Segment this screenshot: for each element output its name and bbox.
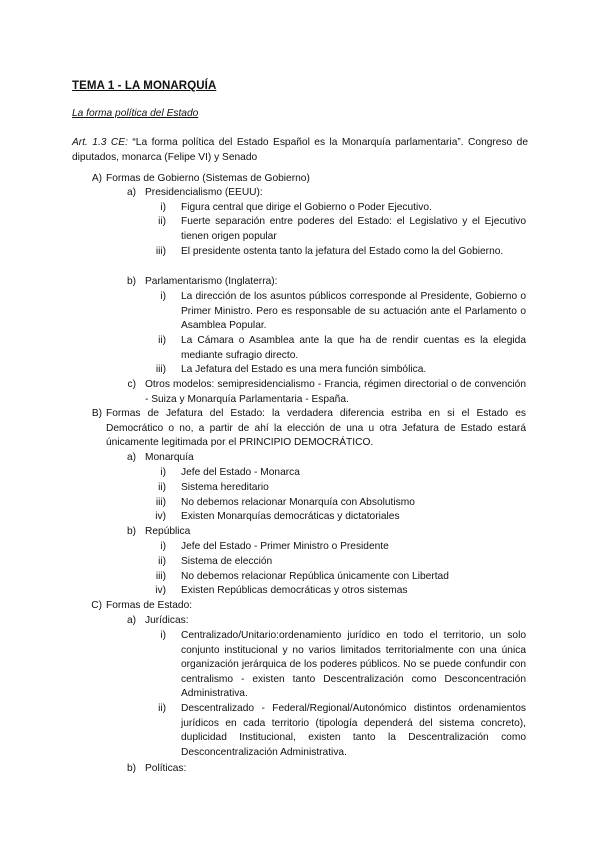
list-marker: a) <box>126 187 136 198</box>
list-marker: iv) <box>155 585 166 596</box>
list-item: Existen Monarquías democráticas y dictatoriales <box>181 511 400 522</box>
list-item: Fuerte separación entre poderes del Estado: el Legislativo y el Ejecutivo tienen origen popular <box>181 216 526 242</box>
list-item: Jefe del Estado - Monarca <box>181 467 300 478</box>
list-item-A-c: Otros modelos: semipresidencialismo - Francia, régimen directorial o de convención - Suiza y Monarquía Parlamentaria - España. <box>145 379 526 405</box>
list-marker: iii) <box>155 497 166 508</box>
list-marker: A) <box>91 173 102 184</box>
list-marker: b) <box>126 526 136 537</box>
list-item-A-a: Presidencialismo (EEUU): <box>145 187 263 198</box>
list-item-B-a: Monarquía <box>145 452 194 463</box>
list-item-B-b: República <box>145 526 191 537</box>
list-marker: iv) <box>155 511 166 522</box>
list-marker: a) <box>126 615 136 626</box>
list-item-A: Formas de Gobierno (Sistemas de Gobierno) <box>106 173 310 184</box>
list-item-C-b: Políticas: <box>145 763 187 774</box>
list-marker: iii) <box>155 364 166 375</box>
list-marker: i) <box>160 541 166 552</box>
list-marker: c) <box>127 379 136 390</box>
list-item-B: Formas de Jefatura del Estado: la verdadera diferencia estriba en si el Estado es Democrático o no, a partir de ahí la elección de una u otra Jefatura de Estado estará únicamente legitimada por el PRINCIPIO DEMOCRÁTICO. <box>106 408 526 449</box>
list-marker: i) <box>160 467 166 478</box>
article-reference: Art. 1.3 CE: <box>72 137 128 148</box>
list-item: Figura central que dirige el Gobierno o Poder Ejecutivo. <box>181 202 432 213</box>
section-subtitle: La forma política del Estado <box>72 108 199 119</box>
list-item-A-b: Parlamentarismo (Inglaterra): <box>145 276 278 287</box>
list-item: La Cámara o Asamblea ante la que ha de rendir cuentas es la elegida mediante sufragio directo. <box>181 335 526 361</box>
list-item: No debemos relacionar Monarquía con Absolutismo <box>181 497 415 508</box>
list-item: La dirección de los asuntos públicos corresponde al Presidente, Gobierno o Primer Ministro. Pero es responsable de su actuación ante el Parlamento o Asamblea Popular. <box>181 291 526 332</box>
intro-text: “La forma política del Estado Español es la Monarquía parlamentaria”. Congreso de diputados, monarca (Felipe VI) y Senado <box>72 137 529 163</box>
intro-paragraph <box>72 135 528 165</box>
list-item: Descentralizado - Federal/Regional/Autonómico distintos ordenamientos jurídicos en cada territorio (tipología dependerá del sistema concreto), duplicidad Institucional, existen tanto la Descentralización como Desconcentralización Administrativa. <box>181 703 526 758</box>
list-marker: i) <box>160 291 166 302</box>
list-marker: ii) <box>158 556 166 567</box>
list-item: Centralizado/Unitario:ordenamiento jurídico en todo el territorio, un solo conjunto institucional y no varios limitados territorialmente con una única organización jerárquica de los poderes públicos. No se puede confundir con centralismo - existen tanto Descentralización como Desconcentración Administrativa. <box>181 630 526 700</box>
list-marker: b) <box>126 276 136 287</box>
list-item: No debemos relacionar República únicamente con Libertad <box>181 571 449 582</box>
list-item: Sistema hereditario <box>181 482 269 493</box>
page-title: TEMA 1 - LA MONARQUÍA <box>72 80 217 92</box>
list-item: Existen Repúblicas democráticas y otros sistemas <box>181 585 408 596</box>
list-marker: ii) <box>158 216 166 227</box>
list-marker: a) <box>126 452 136 463</box>
list-marker: ii) <box>158 335 166 346</box>
list-item: La Jefatura del Estado es una mera función simbólica. <box>181 364 427 375</box>
list-item: Sistema de elección <box>181 556 273 567</box>
list-marker: i) <box>160 630 166 641</box>
list-marker: ii) <box>158 482 166 493</box>
list-item-C-a: Jurídicas: <box>145 615 189 626</box>
list-marker: iii) <box>155 246 166 257</box>
list-marker: iii) <box>155 571 166 582</box>
list-item: Jefe del Estado - Primer Ministro o Presidente <box>181 541 389 552</box>
list-marker: B) <box>91 408 102 419</box>
list-item: El presidente ostenta tanto la jefatura del Estado como la del Gobierno. <box>181 246 504 257</box>
list-item-C: Formas de Estado: <box>106 600 193 611</box>
list-marker: i) <box>160 202 166 213</box>
list-marker: b) <box>126 763 136 774</box>
list-marker: C) <box>91 600 102 611</box>
list-marker: ii) <box>158 703 166 714</box>
